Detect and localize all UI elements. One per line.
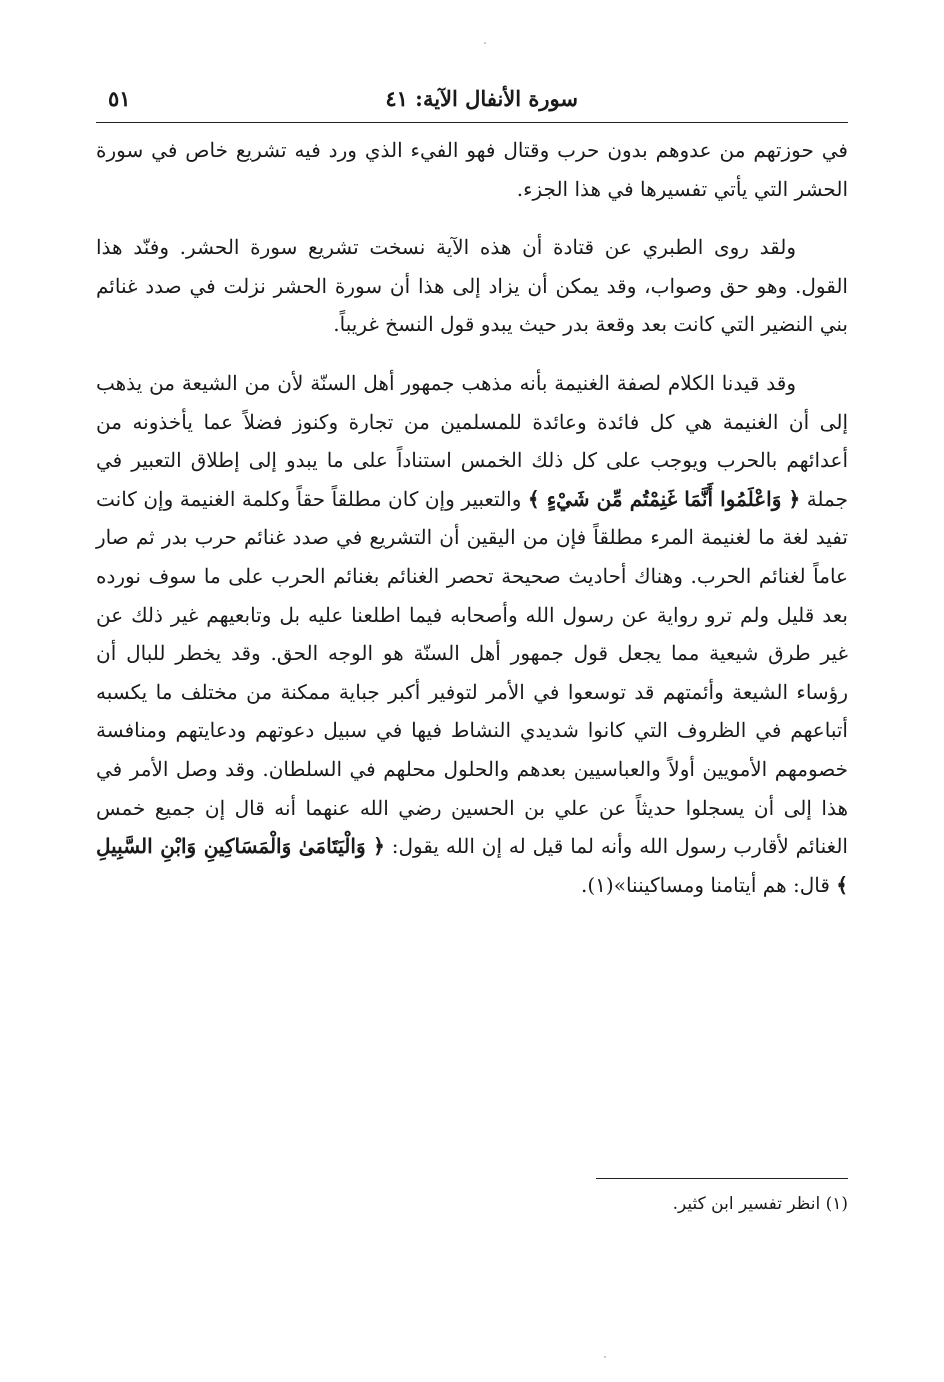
paper-speck: [484, 42, 486, 44]
text-run: ولقد روى الطبري عن قتادة أن هذه الآية نسخت تشريع سورة الحشر. وفنّد هذا القول. وهو حق وصواب، وقد يمكن أن يزاد إلى هذا أن سورة الحشر نزلت في صدد غنائم بني النضير التي كانت بعد وقعة بدر حيث يبدو قول النسخ غريباً.: [96, 235, 848, 337]
paper-speck: [604, 1356, 606, 1358]
header-title: سورة الأنفال الآية: ٤١: [385, 86, 578, 111]
text-run: في حوزتهم من عدوهم بدون حرب وقتال فهو الفيء الذي ورد فيه تشريع خاص في سورة الحشر التي يأتي تفسيرها في هذا الجزء.: [96, 138, 848, 201]
footnote-separator: [596, 1178, 848, 1179]
book-page: [96, 80, 848, 1340]
paragraph: [96, 131, 848, 208]
footnote: (١) انظر تفسير ابن كثير.: [672, 1194, 848, 1214]
quran-verse: ﴿ وَاعْلَمُوا أَنَّمَا غَنِمْتُم مِّن شَيْءٍ ﴾: [527, 486, 801, 511]
running-header: [96, 80, 848, 123]
paragraph: [96, 364, 848, 904]
quran-verse: ﴿ وَالْيَتَامَىٰ وَالْمَسَاكِينِ وَابْنِ السَّبِيلِ ﴾: [96, 834, 848, 897]
text-run: وقد قيدنا الكلام لصفة الغنيمة بأنه مذهب جمهور أهل السنّة لأن من الشيعة من يذهب إلى أن الغنيمة هي كل فائدة وعائدة للمسلمين من تجارة وكنوز فضلاً عما يأخذونه من أعدائهم بالحرب ويوجب على كل ذلك الخمس استناداً على ما يبدو إلى إطلاق التعبير في جملة: [96, 370, 848, 511]
text-run: والتعبير وإن كان مطلقاً حقاً وكلمة الغنيمة وإن كانت تفيد لغة ما لغنيمة المرء مطلقاً فإن من اليقين أن التشريع في صدد غنائم حرب بدر ثم صار عاماً لغنائم الحرب. وهناك أحاديث صحيحة تحصر الغنائم بغنائم الحرب على ما سوف نورده بعد قليل ولم ترو رواية عن رسول الله وأصحابه فيما اطلعنا عليه بل وتابعيهم غير ذلك عن غير طرق شيعية مما يجعل قول جمهور أهل السنّة هو الوجه الحق. وقد يخطر للبال أن رؤساء الشيعة وأئمتهم قد توسعوا في الأمر لتوفير أكبر جباية ممكنة من مختلف ما يكسبه أتباعهم في الظروف التي كانوا شديدي النشاط فيها في سبيل دعوتهم ودعايتهم ومنافسة خصومهم الأمويين أولاً والعباسيين بعدهم والحلول محلهم في السلطان. وقد وصل الأمر في هذا إلى أن يسجلوا حديثاً عن علي بن الحسين رضي الله عنهما أنه قال إن جميع خمس الغنائم لأقارب رسول الله وأنه لما قيل له إن الله يقول:: [96, 486, 848, 859]
body-text: [96, 131, 848, 904]
paragraph: [96, 228, 848, 344]
page-number: ٥١: [108, 86, 131, 111]
text-run: قال: هم أيتامنا ومساكيننا»(١).: [580, 872, 837, 897]
